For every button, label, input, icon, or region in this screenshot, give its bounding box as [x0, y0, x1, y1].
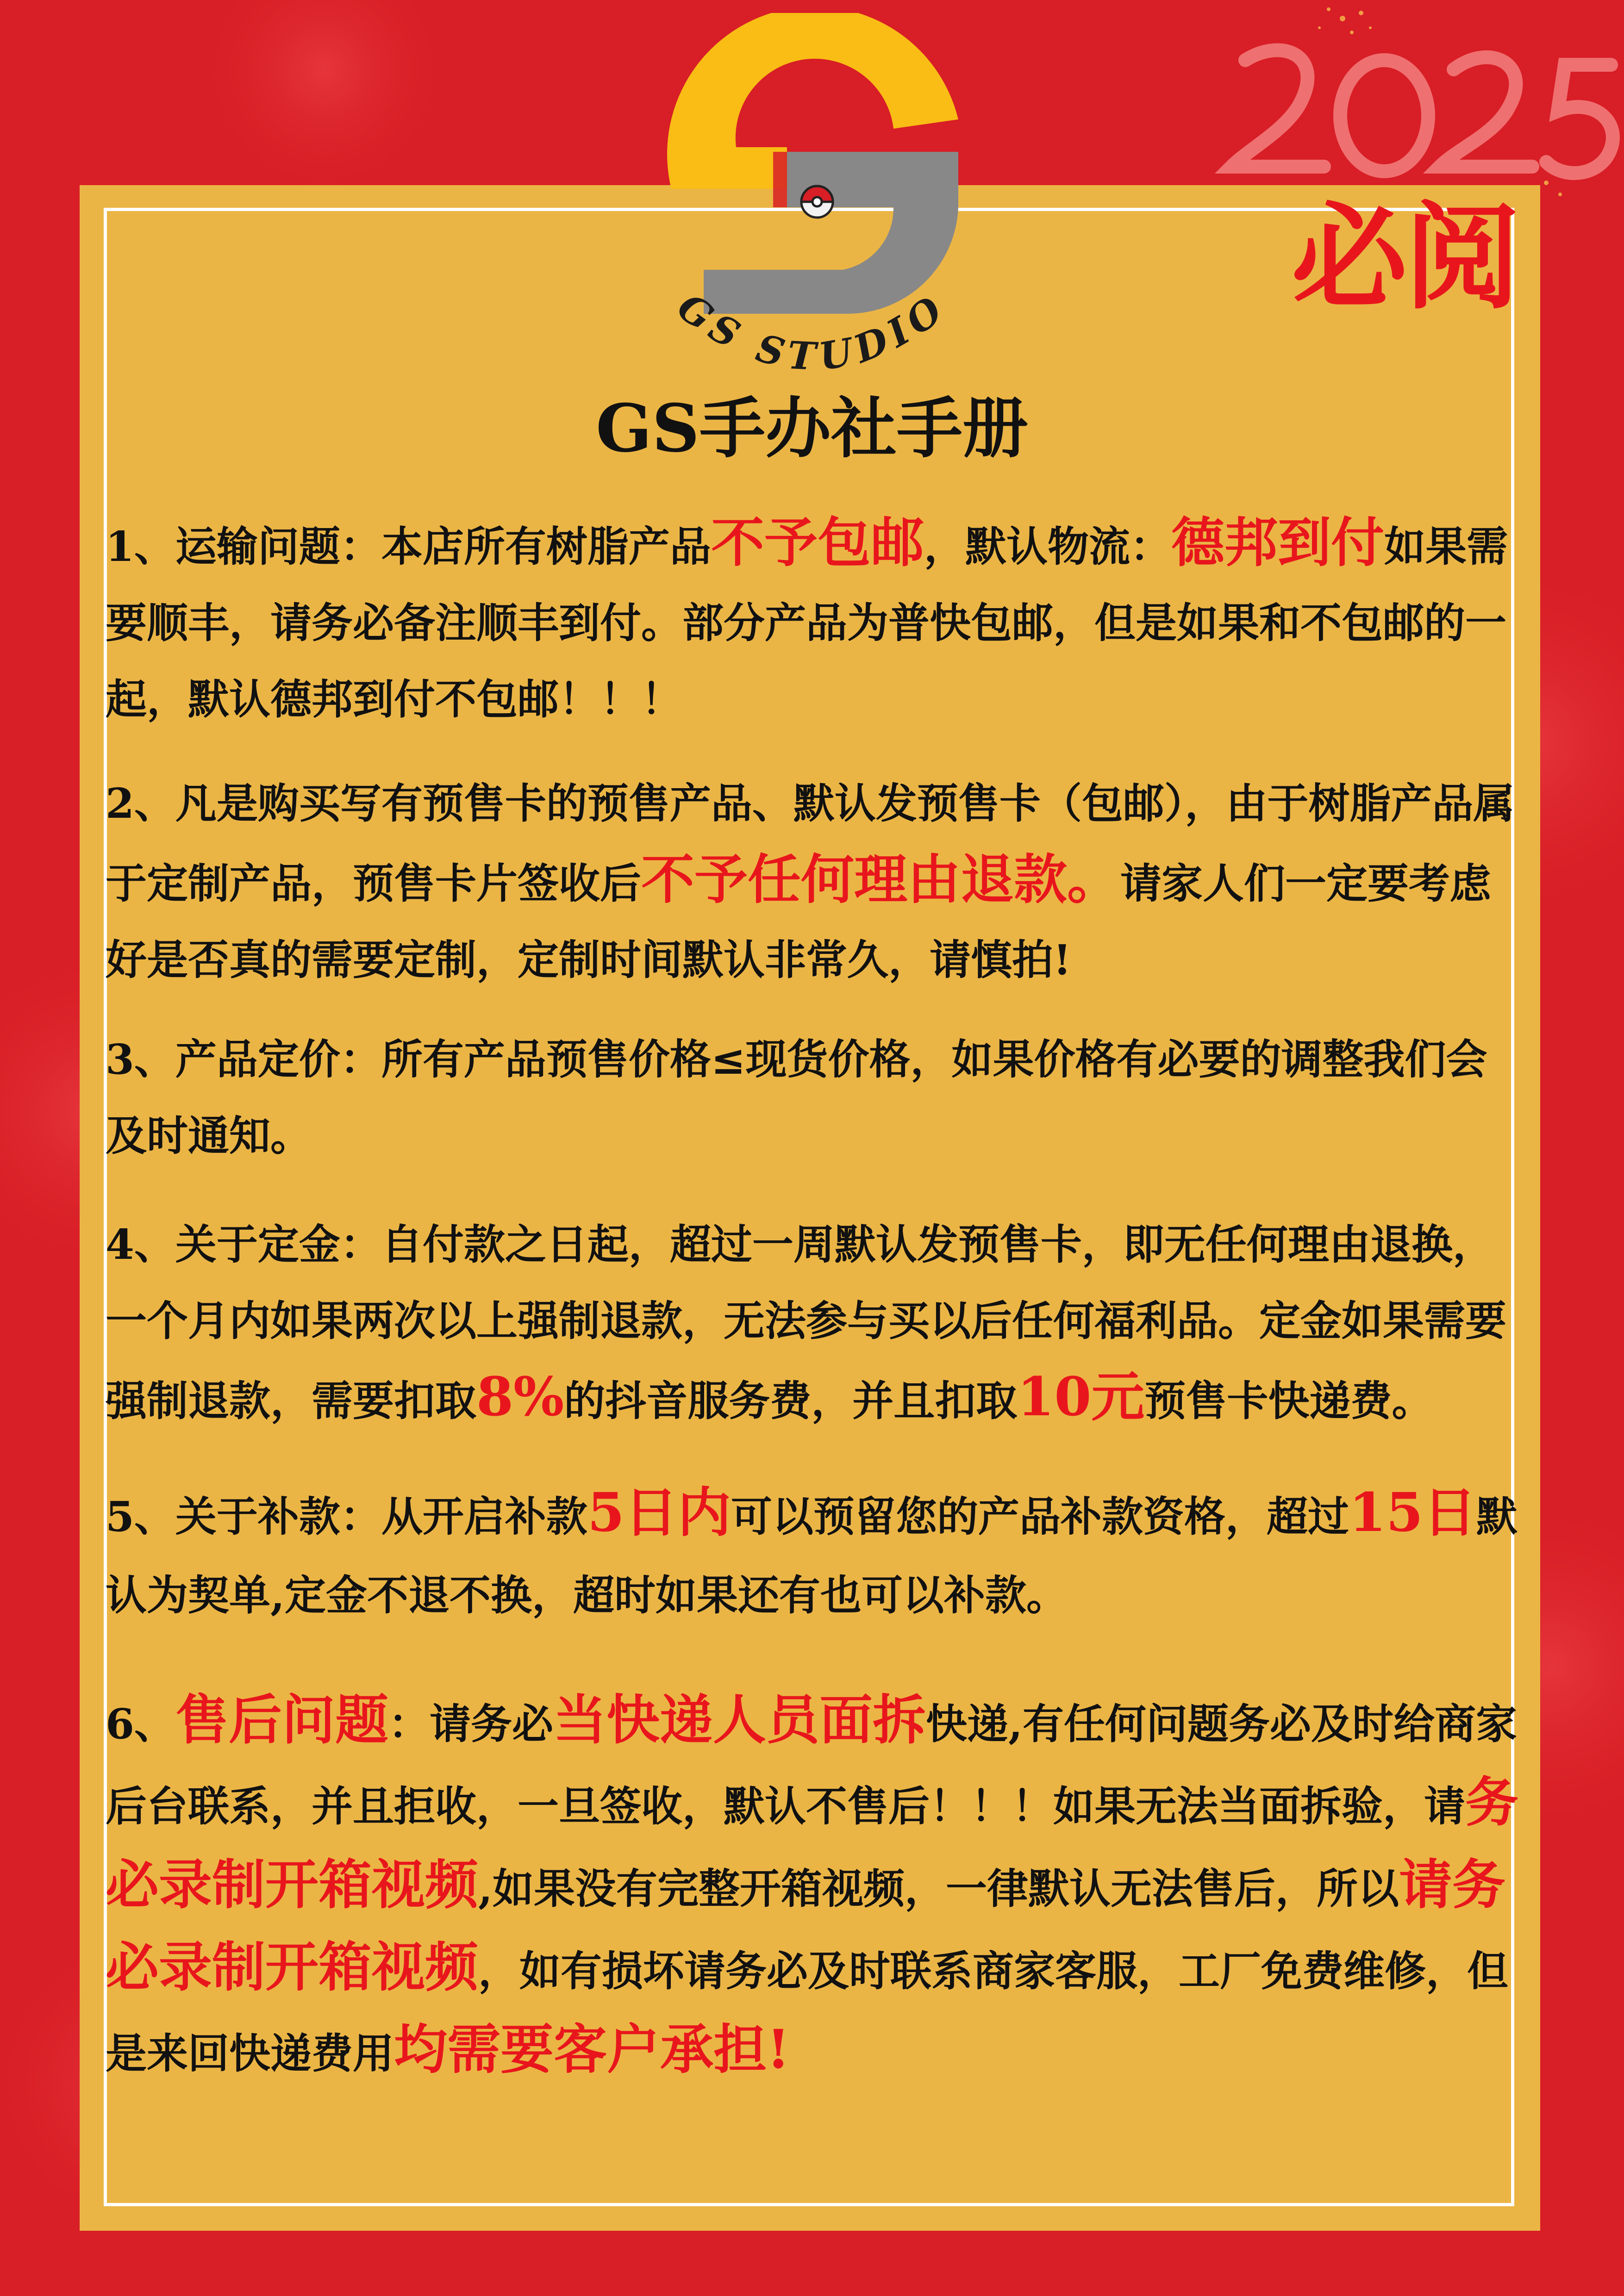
rule-shipping [106, 504, 1522, 737]
rule-balance-payment [106, 1474, 1522, 1635]
highlighted-text: 均需要客户承担! [394, 2018, 790, 2081]
rule-text: 可以预留您的产品补款资格，超过 [731, 1492, 1349, 1541]
gs-studio-logo [634, 13, 991, 397]
rule-text: 如果需要顺丰，请务必备注顺丰到付。部分产品为普快包邮，但是如果和不包邮的一起，默认德邦到付不包邮！！！ [106, 522, 1508, 723]
rule-text: ，如有损坏请务必及时联系商家客服，工厂免费维修，但是来回快递费用 [106, 1947, 1509, 2078]
highlighted-text: 售后问题 [175, 1689, 388, 1751]
rule-after-sales [106, 1681, 1522, 2093]
rule-text: 默认为契单,定金不退不换，超时如果还有也可以补款。 [106, 1492, 1518, 1619]
rule-text: ,如果没有完整开箱视频，一律默认无法售后，所以 [478, 1864, 1399, 1913]
rule-text: 快递,有任何问题务必及时给商家后台联系，并且拒收，一旦签收，默认不售后！！！如果无法当面拆验，请 [106, 1699, 1517, 1830]
rule-text: 的抖音服务费，并且扣取 [564, 1376, 1018, 1425]
rule-pricing [106, 1021, 1522, 1174]
highlighted-text: 10元 [1017, 1366, 1145, 1428]
rule-text: 6、 [106, 1699, 175, 1748]
highlighted-text: 不予包邮 [711, 511, 924, 574]
must-read-label: 必阅 [1292, 189, 1518, 325]
rule-text: 预售卡快递费。 [1144, 1376, 1433, 1425]
highlighted-text: 15日 [1349, 1481, 1477, 1544]
rule-text: 4、关于定金：自付款之日起，超过一周默认发预售卡，即无任何理由退换，一个月内如果两次以上强制退款，无法参与买以后任何福利品。定金如果需要强制退款，需要扣取 [106, 1220, 1506, 1425]
rule-text: 5、关于补款：从开启补款 [106, 1492, 587, 1541]
rule-text: ：请务必 [388, 1699, 553, 1748]
rule-deposit [106, 1206, 1522, 1439]
year-2025-decoration [1176, 0, 1624, 204]
rule-text: 2、凡是购买写有预售卡的预售产品、默认发预售卡（包邮），由于树脂产品属于定制产品，预售卡片签收后 [106, 779, 1515, 908]
page-title: GS手办社手册 [596, 390, 1028, 467]
rule-text: ，默认物流： [924, 522, 1171, 571]
logo-brand-text: GS STUDIO [669, 284, 956, 380]
highlighted-text: 请务必录制开箱视频 [106, 1854, 1506, 1998]
rule-text: 请家人们一定要考虑好是否真的需要定制，定制时间默认非常久，请慎拍! [106, 859, 1492, 984]
rule-text: 3、产品定价：所有产品预售价格≤现货价格，如果价格有必要的调整我们会及时通知。 [106, 1035, 1487, 1160]
rule-presale-card [106, 765, 1522, 998]
highlighted-text: 8% [476, 1366, 564, 1428]
highlighted-text: 务必录制开箱视频 [106, 1771, 1519, 1916]
highlighted-text: 不予任何理由退款。 [641, 848, 1121, 911]
rule-text: 1、运输问题：本店所有树脂产品 [106, 522, 711, 571]
highlighted-text: 5日内 [587, 1481, 731, 1544]
rules-list [106, 504, 1522, 2093]
highlighted-text: 德邦到付 [1171, 511, 1384, 574]
highlighted-text: 当快递人员面拆 [553, 1689, 926, 1751]
